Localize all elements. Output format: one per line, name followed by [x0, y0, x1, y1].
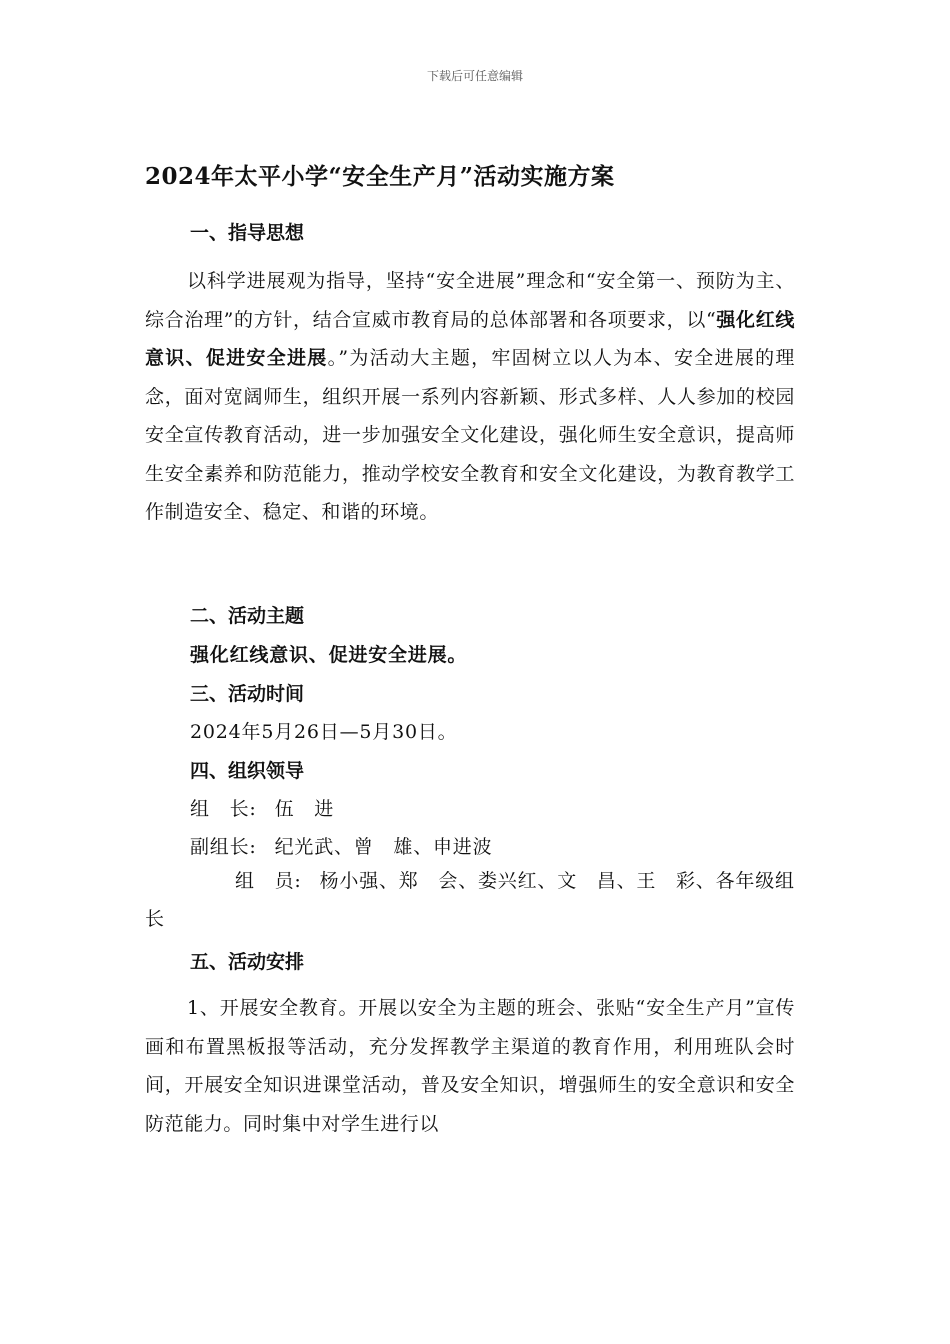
document-title: 2024年太平小学“安全生产月”活动实施方案 — [145, 163, 615, 190]
activity-time-text: 2024年5月26日—5月30日。 — [190, 721, 458, 743]
vice-leader-row — [190, 832, 492, 859]
paragraph-text: 以科学进展观为指导，坚持“安全进展”理念和“安全第一、预防为主、综合治理”的方针，结合宣威市教育局的总体部署和各项要求，以“ — [145, 270, 795, 331]
theme-emphasis: 强化红线意识、促进安全进展 — [145, 308, 795, 369]
arrangement-item-1: 1、开展安全教育。开展以安全为主题的班会、张贴“安全生产月”宣传画和布置黑板报等活动，充分发挥教学主渠道的教育作用，利用班队会时间，开展安全知识进课堂活动，普及安全知识，增强师生的安全意识和安全防范能力。同时集中对学生进行以 — [145, 997, 795, 1135]
vice-leader-value: 纪光武、曾 雄、申进波 — [274, 836, 493, 858]
section-heading-organization: 四、组织领导 — [190, 760, 305, 782]
members-row — [145, 862, 805, 938]
header-note: 下载后可任意编辑 — [426, 69, 523, 83]
leader-label: 组 长: — [190, 798, 257, 820]
members-label: 组 员: — [235, 870, 302, 892]
leader-value: 伍 进 — [274, 798, 335, 820]
activity-theme-text: 强化红线意识、促进安全进展。 — [190, 644, 468, 666]
section-heading-guiding-ideology: 一、指导思想 — [190, 222, 305, 244]
section-heading-activity-theme: 二、活动主题 — [190, 605, 305, 627]
paragraph-text: 。”为活动大主题，牢固树立以人为本、安全进展的理念，面对宽阔师生，组织开展一系列内容新颖、形式多样、人人参加的校园安全宣传教育活动，进一步加强安全文化建设，强化师生安全意识，提高师生安全素养和防范能力，推动学校安全教育和安全文化建设，为教育教学工作制造安全、稳定、和谐的环境。 — [145, 347, 795, 523]
leader-row — [190, 794, 334, 821]
vice-leader-label: 副组长: — [190, 836, 257, 858]
section-heading-activity-time: 三、活动时间 — [190, 683, 305, 705]
members-value: 杨小强、郑 会、娄兴红、文 昌、王 彩、各年级组长 — [145, 870, 795, 930]
guiding-ideology-paragraph — [145, 262, 795, 532]
section-heading-activity-arrangement: 五、活动安排 — [190, 951, 305, 973]
